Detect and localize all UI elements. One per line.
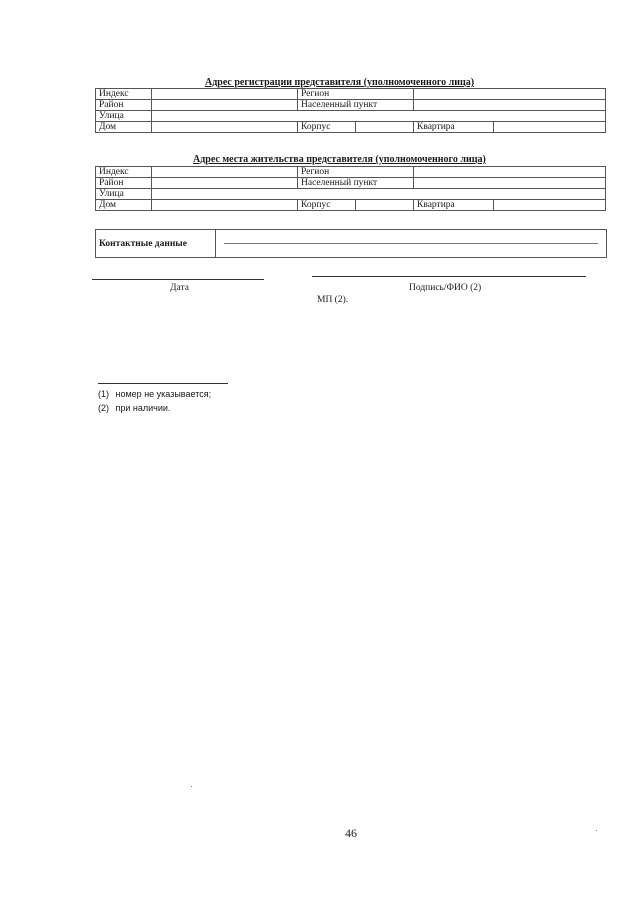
- settlement-field[interactable]: [414, 100, 606, 111]
- settlement-field[interactable]: [414, 178, 606, 189]
- date-line[interactable]: [92, 279, 264, 280]
- street-label: Улица: [96, 189, 152, 200]
- index-field[interactable]: [152, 167, 298, 178]
- building-field[interactable]: [356, 122, 414, 133]
- residence-address-table: [95, 166, 606, 211]
- street-label: Улица: [96, 111, 152, 122]
- footnote-2-text: при наличии.: [115, 403, 171, 413]
- apartment-field[interactable]: [494, 200, 606, 211]
- region-field[interactable]: [414, 89, 606, 100]
- footnote-2-mark: (2): [98, 403, 109, 413]
- index-label: Индекс: [96, 167, 152, 178]
- registration-address-table: [95, 88, 606, 133]
- settlement-label: Населенный пункт: [298, 100, 414, 111]
- scan-speck: [596, 830, 597, 831]
- building-label: Корпус: [298, 200, 356, 211]
- stamp-label: МП (2).: [317, 295, 349, 305]
- district-field[interactable]: [152, 100, 298, 111]
- page-number: 46: [345, 826, 357, 840]
- footnote-1-mark: (1): [98, 389, 109, 399]
- footnote-separator: [98, 383, 228, 384]
- footnote-1-text: номер не указывается;: [115, 389, 212, 399]
- street-field[interactable]: [152, 111, 606, 122]
- index-field[interactable]: [152, 89, 298, 100]
- building-field[interactable]: [356, 200, 414, 211]
- signature-line[interactable]: [312, 276, 586, 277]
- region-label: Регион: [298, 167, 414, 178]
- house-label: Дом: [96, 200, 152, 211]
- district-label: Район: [96, 100, 152, 111]
- index-label: Индекс: [96, 89, 152, 100]
- apartment-field[interactable]: [494, 122, 606, 133]
- region-field[interactable]: [414, 167, 606, 178]
- contact-data-field[interactable]: [224, 243, 598, 245]
- footnote-2: [98, 403, 170, 413]
- signature-name-label: Подпись/ФИО (2): [409, 283, 482, 293]
- street-field[interactable]: [152, 189, 606, 200]
- footnote-1: [98, 389, 211, 399]
- contact-data-label: Контактные данные: [96, 230, 216, 257]
- apartment-label: Квартира: [414, 200, 494, 211]
- apartment-label: Квартира: [414, 122, 494, 133]
- district-label: Район: [96, 178, 152, 189]
- settlement-label: Населенный пункт: [298, 178, 414, 189]
- district-field[interactable]: [152, 178, 298, 189]
- region-label: Регион: [298, 89, 414, 100]
- registration-address-title: Адрес регистрации представителя (уполномоченного лица): [205, 77, 475, 88]
- residence-address-title: Адрес места жительства представителя (уполномоченного лица): [193, 154, 486, 165]
- contact-data-box: [95, 229, 607, 258]
- date-label: Дата: [170, 283, 189, 293]
- house-field[interactable]: [152, 122, 298, 133]
- house-label: Дом: [96, 122, 152, 133]
- scan-speck: [191, 786, 192, 787]
- building-label: Корпус: [298, 122, 356, 133]
- house-field[interactable]: [152, 200, 298, 211]
